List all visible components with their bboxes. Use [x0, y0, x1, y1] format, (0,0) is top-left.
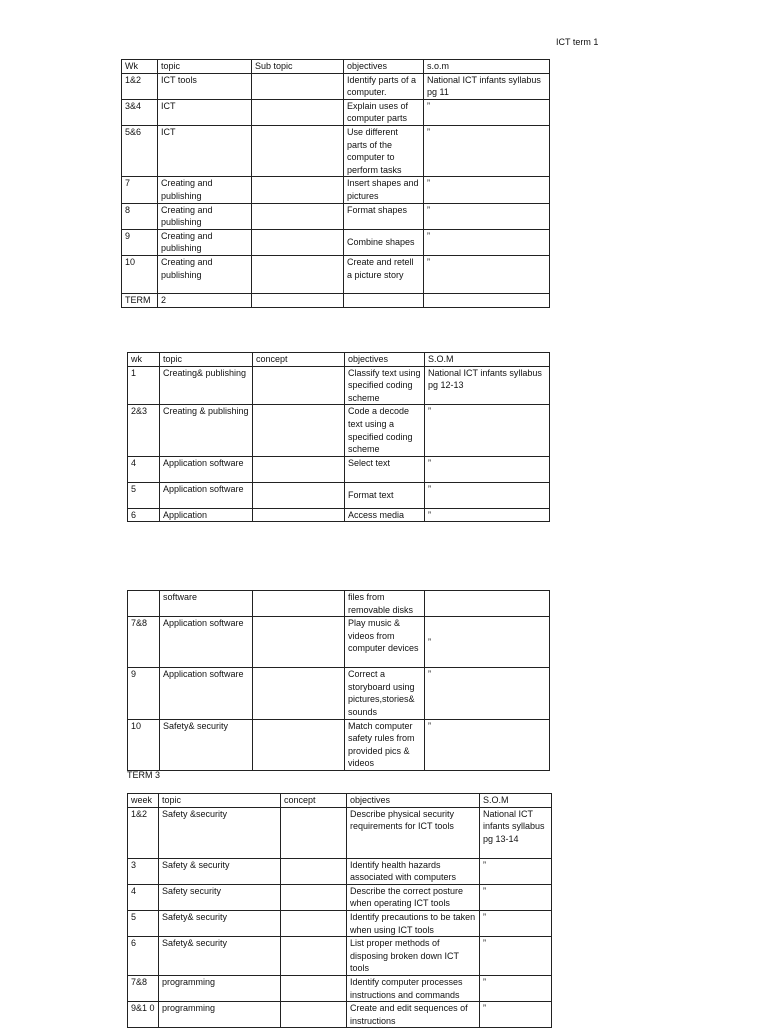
- table-cell: files from removable disks: [345, 591, 425, 617]
- table-cell: Creating& publishing: [160, 366, 253, 405]
- table-cell: [281, 910, 347, 936]
- table-row: [128, 405, 550, 456]
- table-cell: 4: [128, 884, 159, 910]
- table-cell: 8: [122, 203, 158, 229]
- table-cell: [281, 937, 347, 976]
- table-cell: National ICT infants syllabus pg 12-13: [425, 366, 550, 405]
- table-cell: Explain uses of computer parts: [344, 99, 424, 125]
- table-cell: ”: [480, 1002, 552, 1028]
- table-row: [122, 203, 550, 229]
- table-cell: Application software: [160, 668, 253, 719]
- table-cell: 4: [128, 456, 160, 482]
- table-cell: Safety & security: [159, 858, 281, 884]
- table-cell: 6: [128, 508, 160, 522]
- table-cell: 10: [122, 255, 158, 293]
- table-cell: Safety& security: [159, 910, 281, 936]
- document-header-label: ICT term 1: [556, 37, 599, 47]
- term2-table-part1: [127, 352, 550, 522]
- table-cell: [252, 293, 344, 307]
- table-cell: 7: [122, 177, 158, 203]
- table-cell: [252, 229, 344, 255]
- table-cell: 7&8: [128, 617, 160, 668]
- table-cell: Describe the correct posture when operating ICT tools: [347, 884, 480, 910]
- table-cell: [252, 99, 344, 125]
- table-cell: [281, 807, 347, 858]
- table-cell: 10: [128, 719, 160, 770]
- column-header: topic: [160, 353, 253, 367]
- table-cell: [253, 591, 345, 617]
- column-header: objectives: [345, 353, 425, 367]
- table-cell: [252, 203, 344, 229]
- table-row: [128, 975, 552, 1001]
- table-cell: ”: [480, 884, 552, 910]
- table-cell: Format shapes: [344, 203, 424, 229]
- table-cell: 2&3: [128, 405, 160, 456]
- table-cell: Insert shapes and pictures: [344, 177, 424, 203]
- table-cell: Format text: [345, 482, 425, 508]
- table-cell: ”: [424, 99, 550, 125]
- table-cell: ICT: [158, 125, 252, 176]
- table-row: [122, 293, 550, 307]
- table-cell: Identify precautions to be taken when using ICT tools: [347, 910, 480, 936]
- table-row: [128, 719, 550, 770]
- table-row: [122, 125, 550, 176]
- column-header: concept: [281, 794, 347, 808]
- table-cell: ”: [425, 668, 550, 719]
- table-row: [128, 482, 550, 508]
- table-cell: ”: [425, 508, 550, 522]
- table-row: [122, 99, 550, 125]
- table-cell: [128, 591, 160, 617]
- table-cell: 5&6: [122, 125, 158, 176]
- table-cell: 3&4: [122, 99, 158, 125]
- table-header-row: [122, 60, 550, 74]
- table-cell: [253, 456, 345, 482]
- table-cell: Create and edit sequences of instructions: [347, 1002, 480, 1028]
- table-cell: 5: [128, 910, 159, 936]
- table-cell: [253, 719, 345, 770]
- table-cell: Application software: [160, 456, 253, 482]
- table-cell: [253, 405, 345, 456]
- column-header: Wk: [122, 60, 158, 74]
- column-header: topic: [159, 794, 281, 808]
- table-cell: programming: [159, 975, 281, 1001]
- table-row: [122, 255, 550, 293]
- table-row: [128, 937, 552, 976]
- table-cell: Correct a storyboard using pictures,stories& sounds: [345, 668, 425, 719]
- table-cell: [425, 591, 550, 617]
- table-cell: ”: [424, 203, 550, 229]
- table-cell: 2: [158, 293, 252, 307]
- table-cell: 7&8: [128, 975, 159, 1001]
- table-row: [128, 508, 550, 522]
- table-cell: Application: [160, 508, 253, 522]
- table-cell: software: [160, 591, 253, 617]
- column-header: Sub topic: [252, 60, 344, 74]
- table-cell: 1: [128, 366, 160, 405]
- table-row: [128, 456, 550, 482]
- table-cell: Identify computer processes instructions and commands: [347, 975, 480, 1001]
- table-cell: ”: [480, 910, 552, 936]
- column-header: s.o.m: [424, 60, 550, 74]
- table-cell: ”: [480, 937, 552, 976]
- table-cell: ”: [425, 405, 550, 456]
- table-cell: ICT tools: [158, 73, 252, 99]
- table-cell: ”: [424, 229, 550, 255]
- table-cell: [253, 508, 345, 522]
- table-cell: ”: [480, 975, 552, 1001]
- table-cell: Safety& security: [160, 719, 253, 770]
- table-cell: [281, 975, 347, 1001]
- table-cell: [253, 366, 345, 405]
- table-cell: [252, 73, 344, 99]
- table-cell: 9: [128, 668, 160, 719]
- table-cell: 1&2: [128, 807, 159, 858]
- column-header: concept: [253, 353, 345, 367]
- column-header: week: [128, 794, 159, 808]
- table-cell: Safety &security: [159, 807, 281, 858]
- table-cell: [253, 668, 345, 719]
- table-cell: ICT: [158, 99, 252, 125]
- column-header: topic: [158, 60, 252, 74]
- table-cell: Combine shapes: [344, 229, 424, 255]
- table-cell: 6: [128, 937, 159, 976]
- table-cell: Creating and publishing: [158, 177, 252, 203]
- column-header: S.O.M: [425, 353, 550, 367]
- table-row: [122, 73, 550, 99]
- table-cell: Describe physical security requirements for ICT tools: [347, 807, 480, 858]
- column-header: objectives: [344, 60, 424, 74]
- table-cell: Application software: [160, 617, 253, 668]
- table-row: [128, 807, 552, 858]
- table-cell: ”: [425, 456, 550, 482]
- table-cell: List proper methods of disposing broken down ICT tools: [347, 937, 480, 976]
- table-cell: [281, 884, 347, 910]
- table-cell: ”: [424, 255, 550, 293]
- table-cell: ”: [425, 617, 550, 668]
- table-cell: Play music & videos from computer devices: [345, 617, 425, 668]
- table-cell: 9&1 0: [128, 1002, 159, 1028]
- column-header: wk: [128, 353, 160, 367]
- table-cell: Create and retell a picture story: [344, 255, 424, 293]
- table-cell: [281, 858, 347, 884]
- term1-table: [121, 59, 550, 308]
- table-cell: [252, 255, 344, 293]
- table-cell: [253, 617, 345, 668]
- table-row: [122, 177, 550, 203]
- table-cell: Creating and publishing: [158, 203, 252, 229]
- table-row: [122, 229, 550, 255]
- table-cell: National ICT infants syllabus pg 11: [424, 73, 550, 99]
- table-cell: Safety& security: [159, 937, 281, 976]
- term3-table: [127, 793, 552, 1028]
- table-cell: Creating and publishing: [158, 255, 252, 293]
- table-cell: Creating and publishing: [158, 229, 252, 255]
- table-cell: ”: [425, 719, 550, 770]
- table-cell: [344, 293, 424, 307]
- table-cell: programming: [159, 1002, 281, 1028]
- table-cell: 3: [128, 858, 159, 884]
- table-cell: Identify parts of a computer.: [344, 73, 424, 99]
- table-row: [128, 668, 550, 719]
- table-cell: ”: [424, 125, 550, 176]
- table-cell: ”: [424, 177, 550, 203]
- term2-table-part2: [127, 590, 550, 771]
- table-cell: [252, 177, 344, 203]
- table-cell: 5: [128, 482, 160, 508]
- table-cell: Classify text using specified coding scheme: [345, 366, 425, 405]
- table-row: [128, 884, 552, 910]
- table-row: [128, 366, 550, 405]
- table-cell: Safety security: [159, 884, 281, 910]
- table-cell: [252, 125, 344, 176]
- table-cell: [424, 293, 550, 307]
- table-cell: TERM: [122, 293, 158, 307]
- table-cell: Access media: [345, 508, 425, 522]
- table-cell: National ICT infants syllabus pg 13-14: [480, 807, 552, 858]
- column-header: S.O.M: [480, 794, 552, 808]
- table-cell: Use different parts of the computer to perform tasks: [344, 125, 424, 176]
- table-header-row: [128, 794, 552, 808]
- table-cell: 1&2: [122, 73, 158, 99]
- table-row: [128, 591, 550, 617]
- table-cell: ”: [480, 858, 552, 884]
- table-cell: Code a decode text using a specified coding scheme: [345, 405, 425, 456]
- table-cell: 9: [122, 229, 158, 255]
- table-cell: Application software: [160, 482, 253, 508]
- table-row: [128, 617, 550, 668]
- table-cell: ”: [425, 482, 550, 508]
- table-cell: Select text: [345, 456, 425, 482]
- table-row: [128, 910, 552, 936]
- table-row: [128, 858, 552, 884]
- term3-label: TERM 3: [127, 770, 161, 780]
- table-cell: [253, 482, 345, 508]
- table-cell: Identify health hazards associated with computers: [347, 858, 480, 884]
- table-cell: Creating & publishing: [160, 405, 253, 456]
- table-cell: Match computer safety rules from provided pics & videos: [345, 719, 425, 770]
- column-header: objectives: [347, 794, 480, 808]
- table-header-row: [128, 353, 550, 367]
